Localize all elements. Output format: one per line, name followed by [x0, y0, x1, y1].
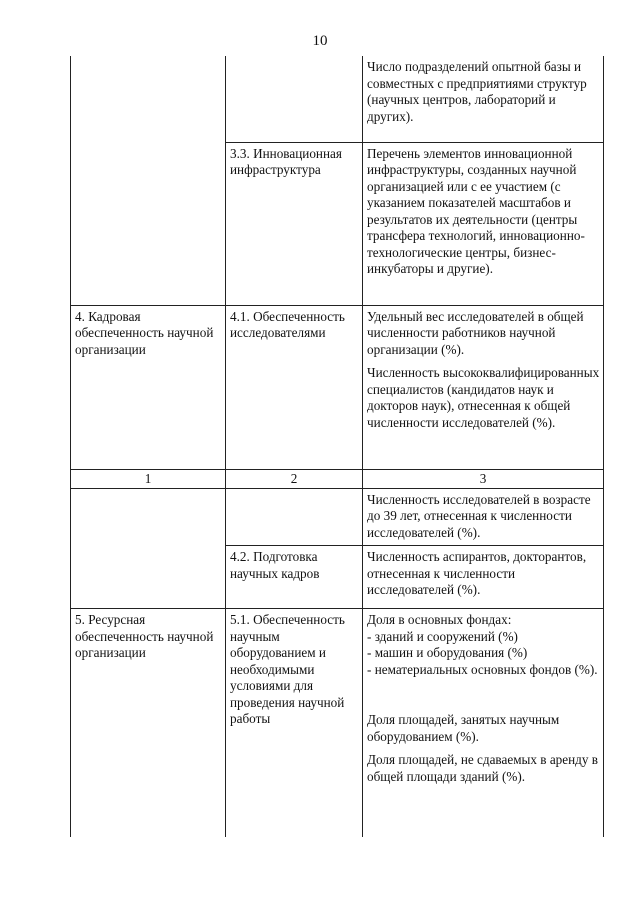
cell-col2: 5.1. Обеспеченность научным оборудованием и необходимыми условиями для проведения научной работы	[226, 609, 363, 837]
spacer	[367, 678, 600, 712]
indicator-text: Доля площадей, занятых научным оборудованием (%).	[367, 712, 560, 744]
column-number: 1	[71, 469, 226, 488]
cell-col1: 4. Кадровая обеспеченность научной организации	[71, 305, 226, 469]
indicator-text: Численность высококвалифицированных специалистов (кандидатов наук и докторов наук), отнесенная к общей численности исследователей (%).	[367, 365, 600, 430]
table-row	[71, 546, 604, 609]
cell-col1: 5. Ресурсная обеспеченность научной организации	[71, 609, 226, 837]
table-row	[71, 609, 604, 837]
indicator-text: Численность исследователей в возрасте до 39 лет, отнесенная к численности исследователей (%).	[367, 491, 591, 540]
indicator-text: Удельный вес исследователей в общей численности работников научной организации (%).	[367, 308, 584, 357]
cell-col3	[363, 56, 604, 142]
cell-col2: 4.2. Подготовка научных кадров	[226, 546, 363, 609]
cell-col1	[71, 546, 226, 609]
indicator-list-item: - машин и оборудования (%)	[367, 645, 528, 660]
cell-col2: 3.3. Инновационная инфраструктура	[226, 142, 363, 305]
cell-col3	[363, 609, 604, 837]
cell-col3	[363, 305, 604, 469]
column-number: 2	[226, 469, 363, 488]
cell-col2: 4.1. Обеспеченность исследователями	[226, 305, 363, 469]
cell-col1	[71, 488, 226, 546]
indicators-table	[70, 56, 604, 837]
indicator-list-title: Доля в основных фондах:	[367, 612, 512, 627]
column-number-row	[71, 469, 604, 488]
cell-col1	[71, 56, 226, 142]
indicator-list-item: - зданий и сооружений (%)	[367, 628, 518, 644]
indicator-text: Перечень элементов инновационной инфраструктуры, созданных научной организацией или с ее участием (с указанием показателей масштабов и результатов их деятельности (центры трансфера технологий, инновационно-технологические центры, бизнес-инкубаторы и другие).	[367, 145, 585, 276]
table-row	[71, 142, 604, 305]
column-number: 3	[363, 469, 604, 488]
cell-col2	[226, 488, 363, 546]
indicator-text: Доля площадей, не сдаваемых в аренду в общей площади зданий (%).	[367, 752, 598, 784]
cell-col2	[226, 56, 363, 142]
cell-col1	[71, 142, 226, 305]
cell-col3	[363, 142, 604, 305]
indicator-text: Число подразделений опытной базы и совместных с предприятиями структур (научных центров, лабораторий и других).	[367, 59, 587, 124]
cell-col3	[363, 488, 604, 546]
indicator-text: Численность аспирантов, докторантов, отнесенная к численности исследователей (%).	[367, 549, 587, 597]
indicator-list-item: - нематериальных основных фондов (%).	[367, 661, 598, 677]
cell-col3	[363, 546, 604, 609]
table-row	[71, 56, 604, 142]
table-row	[71, 488, 604, 546]
page-number: 10	[312, 33, 328, 49]
table-row	[71, 305, 604, 469]
